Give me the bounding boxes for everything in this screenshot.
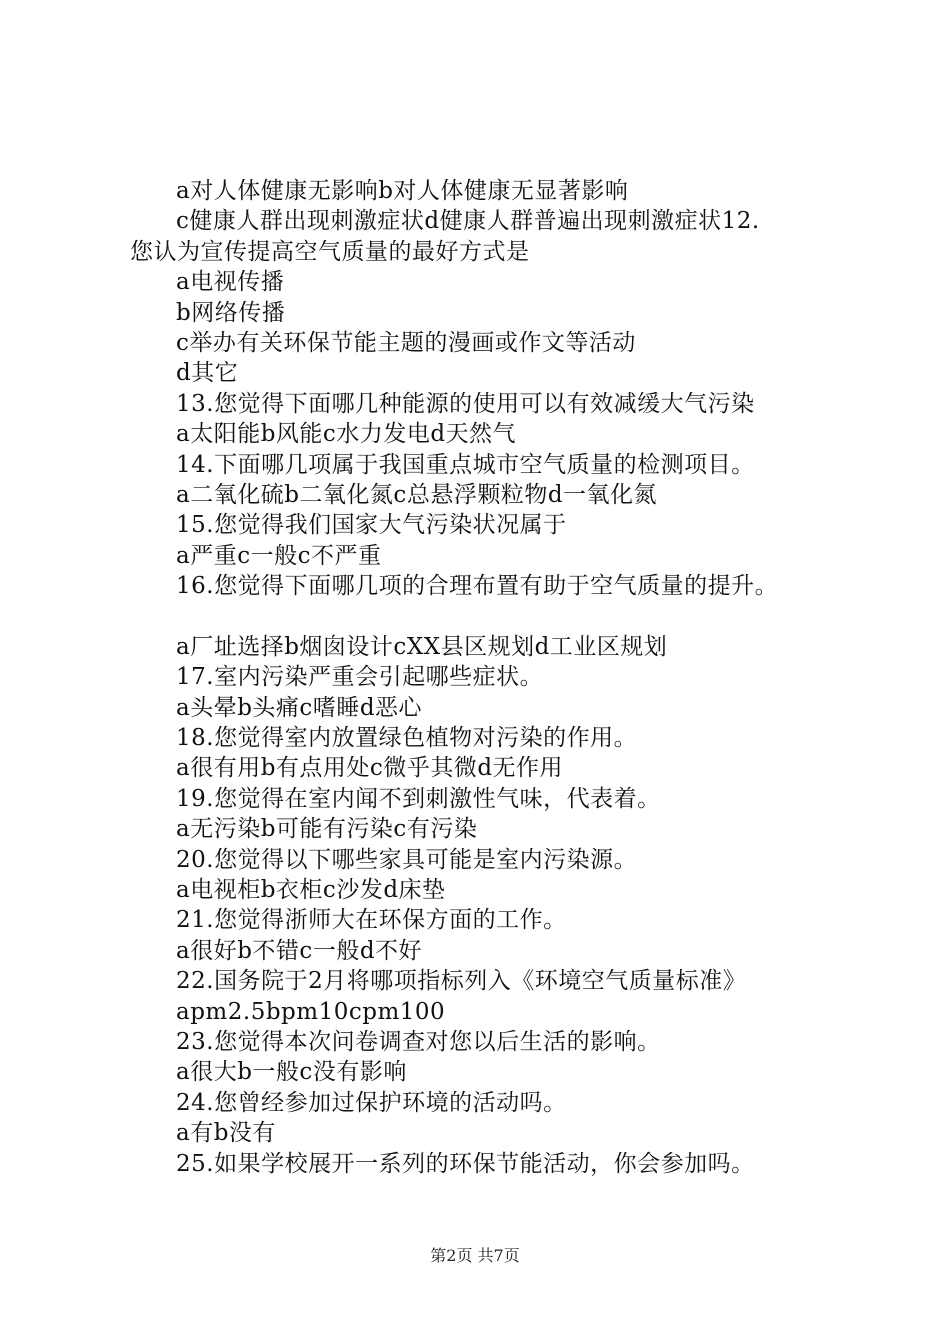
question-25: 25.如果学校展开一系列的环保节能活动，你会参加吗。 (176, 1150, 755, 1177)
question-20: 20.您觉得以下哪些家具可能是室内污染源。 (176, 846, 638, 873)
question-13: 13.您觉得下面哪几种能源的使用可以有效减缓大气污染 (176, 390, 755, 417)
blank-line (130, 601, 830, 631)
answer-option-12d: d其它 (176, 360, 239, 387)
answer-option-12c: c举办有关环保节能主题的漫画或作文等活动 (176, 329, 636, 356)
question-19: 19.您觉得在室内闻不到刺激性气味，代表着。 (176, 785, 661, 812)
question-15: 15.您觉得我们国家大气污染状况属于 (176, 512, 567, 539)
page-number-footer: 第2页 共7页 (430, 1246, 520, 1265)
question-12: 您认为宣传提高空气质量的最好方式是 (130, 238, 530, 265)
answer-options-20: a电视柜b衣柜c沙发d床垫 (176, 876, 446, 903)
answer-options-15: a严重c一般c不严重 (176, 542, 382, 569)
answer-option-12a: a电视传播 (176, 269, 285, 296)
answer-options-21: a很好b不错c一般d不好 (176, 937, 423, 964)
question-21: 21.您觉得浙师大在环保方面的工作。 (176, 907, 567, 934)
question-14: 14.下面哪几项属于我国重点城市空气质量的检测项目。 (176, 451, 755, 478)
answer-options-23: a很大b一般c没有影响 (176, 1059, 407, 1086)
answer-options-14: a二氧化硫b二氧化氮c总悬浮颗粒物d一氧化氮 (176, 481, 658, 508)
question-24: 24.您曾经参加过保护环境的活动吗。 (176, 1089, 567, 1116)
answer-options-16: a厂址选择b烟囱设计cXX县区规划d工业区规划 (176, 633, 668, 660)
answer-options-19: a无污染b可能有污染c有污染 (176, 816, 478, 843)
question-17: 17.室内污染严重会引起哪些症状。 (176, 664, 544, 691)
answer-options-13: a太阳能b风能c水力发电d天然气 (176, 421, 517, 448)
answer-options-11: a对人体健康无影响b对人体健康无显著影响 (176, 178, 629, 204)
answer-options-22: apm2.5bpm10cpm100 (176, 998, 446, 1025)
question-23: 23.您觉得本次问卷调查对您以后生活的影响。 (176, 1028, 661, 1055)
answer-option-12b: b网络传播 (176, 299, 286, 326)
answer-options-18: a很有用b有点用处c微乎其微d无作用 (176, 755, 564, 782)
answer-options-24: a有b没有 (176, 1120, 276, 1147)
document-body (130, 176, 830, 1179)
question-18: 18.您觉得室内放置绿色植物对污染的作用。 (176, 725, 638, 752)
question-22: 22.国务院于2月将哪项指标列入《环境空气质量标准》 (176, 968, 747, 995)
answer-options-11-cont: c健康人群出现刺激症状d健康人群普遍出现刺激症状12. (176, 208, 760, 235)
question-16: 16.您觉得下面哪几项的合理布置有助于空气质量的提升。 (176, 573, 779, 600)
answer-options-17: a头晕b头痛c嗜睡d恶心 (176, 694, 423, 721)
